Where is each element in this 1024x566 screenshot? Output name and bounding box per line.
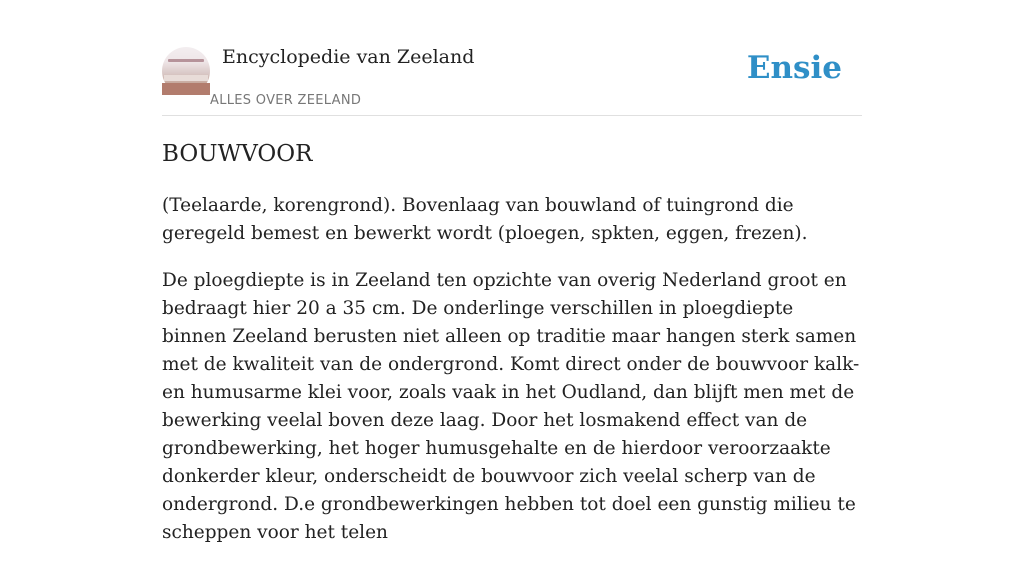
article bbox=[162, 138, 862, 566]
site-title[interactable]: Encyclopedie van Zeeland bbox=[222, 46, 475, 68]
avatar-detail bbox=[164, 75, 208, 81]
ensie-logo-link[interactable]: Ensie bbox=[746, 50, 842, 86]
avatar-detail bbox=[168, 59, 204, 62]
avatar-detail bbox=[162, 83, 210, 95]
site-header bbox=[162, 40, 862, 116]
article-title: BOUWVOOR bbox=[162, 141, 313, 167]
article-paragraph: (Teelaarde, korengrond). Bovenlaag van bouwland of tuingrond die geregeld bemest en bewerkt wordt (ploegen, spkten, eggen, frezen). bbox=[162, 195, 808, 244]
site-avatar-icon[interactable] bbox=[162, 47, 210, 95]
article-paragraph: De ploegdiepte is in Zeeland ten opzichte van overig Nederland groot en bedraagt hier 20 a 35 cm. De onderlinge verschillen in ploegdiepte binnen Zeeland berusten niet alleen op traditie maar hangen sterk samen met de kwaliteit van de ondergrond. Komt direct onder de bouwvoor kalk- en humusarme klei voor, zoals vaak in het Oudland, dan blijft men met de bewerking veelal boven deze laag. Door het losmakend effect van de grondbewerking, het hoger humusgehalte en de hierdoor veroorzaakte donkerder kleur, onderscheidt de bouwvoor zich veelal scherp van de ondergrond. D.e grondbewerkingen hebben tot doel een gunstig milieu te scheppen voor het telen bbox=[162, 270, 860, 543]
site-subtitle: ALLES OVER ZEELAND bbox=[210, 93, 362, 108]
